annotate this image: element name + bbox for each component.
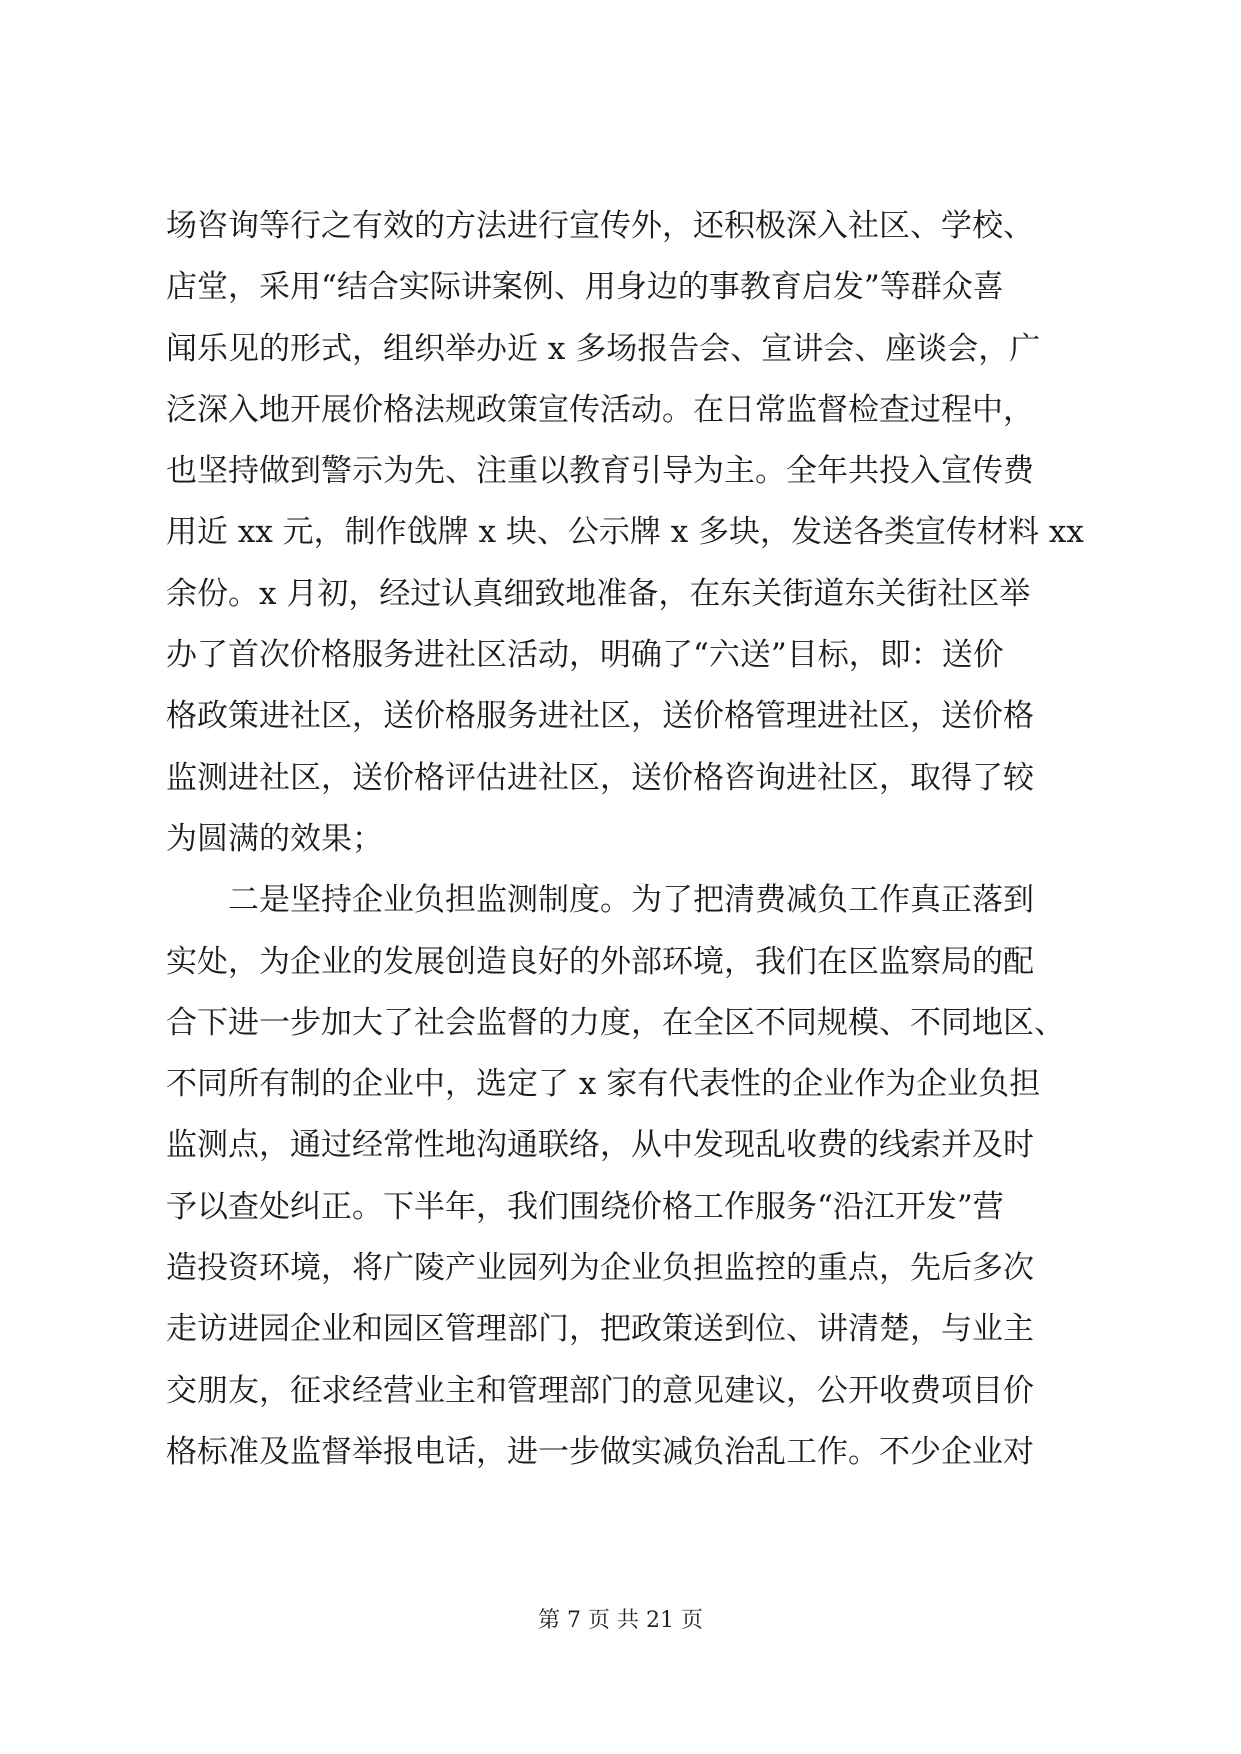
body-text: [166, 196, 1086, 1483]
text-line: 交朋友，征求经营业主和管理部门的意见建议，公开收费项目价: [166, 1372, 1034, 1409]
text-line: 不同所有制的企业中，选定了 x 家有代表性的企业作为企业负担: [166, 1066, 1041, 1103]
text-line: 合下进一步加大了社会监督的力度，在全区不同规模、不同地区、: [166, 1004, 1065, 1041]
page-number-footer: 第 7 页 共 21 页: [538, 1608, 703, 1633]
text-line: 余份。x 月初，经过认真细致地准备，在东关街道东关街社区举: [166, 575, 1031, 612]
paragraph-first-line: 二是坚持企业负担监测制度。为了把清费减负工作真正落到: [228, 882, 1034, 919]
text-line: 泛深入地开展价格法规政策宣传活动。在日常监督检查过程中，: [166, 391, 1034, 428]
text-line: 予以查处纠正。下半年，我们围绕价格工作服务“沿江开发”营: [166, 1188, 1004, 1225]
text-line: 店堂，采用“结合实际讲案例、用身边的事教育启发”等群众喜: [166, 269, 1004, 306]
text-line: 为圆满的效果；: [166, 820, 383, 857]
text-line: 场咨询等行之有效的方法进行宣传外，还积极深入社区、学校、: [166, 208, 1034, 244]
text-line: 用近 xx 元，制作戗牌 x 块、公示牌 x 多块，发送各类宣传材料 xx: [166, 514, 1084, 551]
text-line: 格标准及监督举报电话，进一步做实减负治乱工作。不少企业对: [166, 1433, 1034, 1470]
text-line: 走访进园企业和园区管理部门，把政策送到位、讲清楚，与业主: [166, 1311, 1034, 1348]
text-line: 实处，为企业的发展创造良好的外部环境，我们在区监察局的配: [166, 943, 1034, 980]
text-line: 闻乐见的形式，组织举办近 x 多场报告会、宣讲会、座谈会，广: [166, 330, 1041, 367]
text-line: 监测进社区，送价格评估进社区，送价格咨询进社区，取得了较: [166, 759, 1034, 796]
text-line: 办了首次价格服务进社区活动，明确了“六送”目标，即：送价: [166, 637, 1004, 674]
text-line: 也坚持做到警示为先、注重以教育引导为主。全年共投入宣传费: [166, 453, 1034, 490]
text-line: 监测点，通过经常性地沟通联络，从中发现乱收费的线索并及时: [166, 1127, 1034, 1164]
text-line: 造投资环境，将广陵产业园列为企业负担监控的重点，先后多次: [166, 1250, 1034, 1287]
text-line: 格政策进社区，送价格服务进社区，送价格管理进社区，送价格: [166, 698, 1034, 735]
